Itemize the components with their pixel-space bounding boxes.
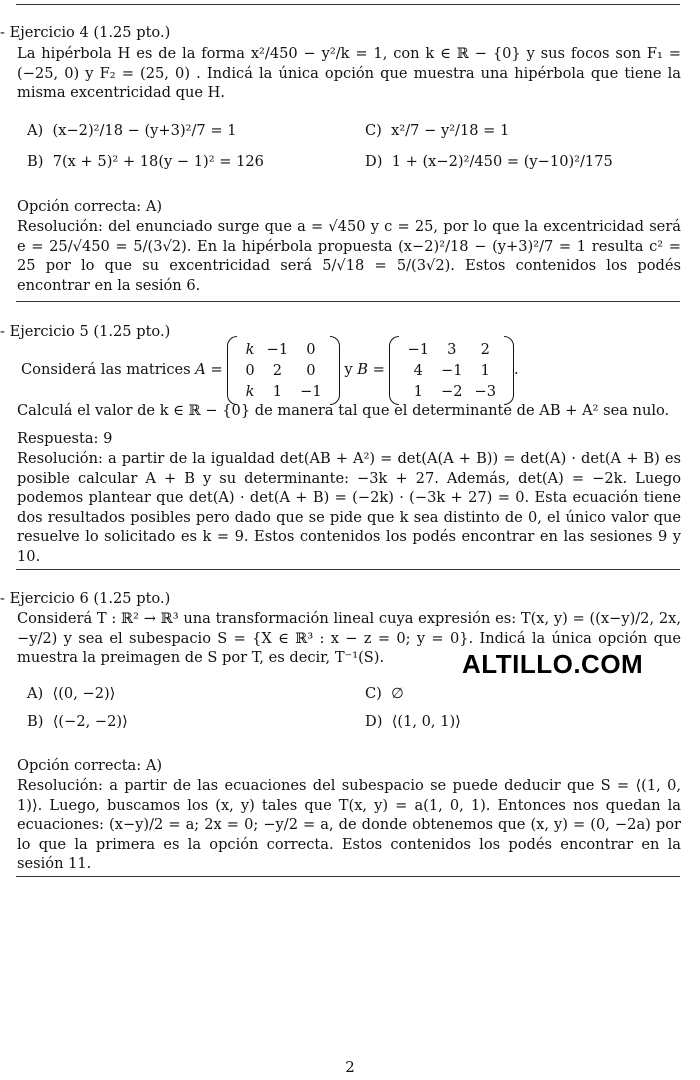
exercise-4-title: - Ejercicio 4 (1.25 pto.)	[0, 24, 171, 41]
exercise-5-statement-line: Considerá las matrices A = k −1 0 0 2 0 k 1 −1 y B = −1 3 2 4 −1 1 1 −2 −3 .	[21, 338, 519, 402]
exercise-6-resolution: Resolución: a partir de las ecuaciones del subespacio se puede deducir que S = ⟨(1, 0, 1)⟩. Luego, buscamos los (x, y) tales que T(x, y) = a(1, 0, 1). Entonces nos quedan la ecuaciones: (x−y)/2 = a; 2x = 0; −y/2 = a, de donde obtenemos que (x, y) = (0, −2a) por lo que la primera es la opción correcta. Estos contenidos los podés encontrar en la sesión 11.	[17, 777, 681, 872]
exercise-6-answer: Opción correcta: A)	[17, 757, 163, 774]
exercise-5-answer: Respuesta: 9	[17, 430, 113, 447]
exercise-5-title: - Ejercicio 5 (1.25 pto.)	[0, 323, 171, 340]
exercise-5-statement: Calculá el valor de k ∈ ℝ − {0} de manera tal que el determinante de AB + A² sea nulo.	[17, 402, 670, 419]
watermark-logo: ALTILLO.COM	[462, 649, 644, 679]
option-a: A) ⟨(0, −2)⟩	[27, 685, 116, 702]
matrix-b: −1 3 2 4 −1 1 1 −2 −3	[389, 339, 514, 402]
exercise-5-resolution: Resolución: a partir de la igualdad det(AB + A²) = det(A(A + B)) = det(A) · det(A + B) es posible calcular A + B y su determinante: −3k + 27. Además, det(A) = −2k. Luego podemos plantear que det(A) · det(A + B) = (−2k) · (−3k + 27) = 0. Esta ecuación tiene dos resultados posibles pero dado que se pide que k sea distinto de 0, el único valor que resuelve lo solicitado es k = 9. Estos contenidos los podés encontrar en las sesiones 9 y 10.	[17, 450, 681, 565]
option-c: C) x²/7 − y²/18 = 1	[365, 122, 510, 139]
page-number: 2	[345, 1058, 355, 1076]
separator-rule	[16, 301, 680, 302]
exercise-4-answer: Opción correcta: A)	[17, 198, 163, 215]
option-b: B) 7(x + 5)² + 18(y − 1)² = 126	[27, 153, 264, 170]
option-c: C) ∅	[365, 685, 404, 702]
separator-rule	[16, 569, 680, 570]
top-rule	[16, 4, 680, 5]
separator-rule	[16, 876, 680, 877]
matrix-a: k −1 0 0 2 0 k 1 −1	[227, 339, 339, 402]
option-d: D) 1 + (x−2)²/450 = (y−10)²/175	[365, 153, 613, 170]
exercise-4-statement: La hipérbola H es de la forma x²/450 − y²/k = 1, con k ∈ ℝ − {0} y sus focos son F₁ = (−25, 0) y F₂ = (25, 0) . Indicá la única opción que muestra una hipérbola que tiene la misma excentricidad que H.	[17, 45, 681, 101]
exercise-6-statement: Considerá T : ℝ² → ℝ³ una transformación lineal cuya expresión es: T(x, y) = ((x−y)/2, 2x, −y/2) y sea el subespacio S = {X ∈ ℝ³ : x − z = 0; y = 0}. Indicá la única opción que muestra la preimagen de S por T, es decir, T⁻¹(S).	[17, 610, 681, 666]
option-a: A) (x−2)²/18 − (y+3)²/7 = 1	[27, 122, 237, 139]
option-d: D) ⟨(1, 0, 1)⟩	[365, 713, 461, 730]
exercise-6-title: - Ejercicio 6 (1.25 pto.)	[0, 590, 171, 607]
exercise-4-resolution: Resolución: del enunciado surge que a = √450 y c = 25, por lo que la excentricidad será e = 25/√450 = 5/(3√2). En la hipérbola propuesta (x−2)²/18 − (y+3)²/7 = 1 resulta c² = 25 por lo que su excentricidad será 5/√18 = 5/(3√2). Estos contenidos los podés encontrar en la sesión 6.	[17, 218, 681, 294]
option-b: B) ⟨(−2, −2)⟩	[27, 713, 128, 730]
